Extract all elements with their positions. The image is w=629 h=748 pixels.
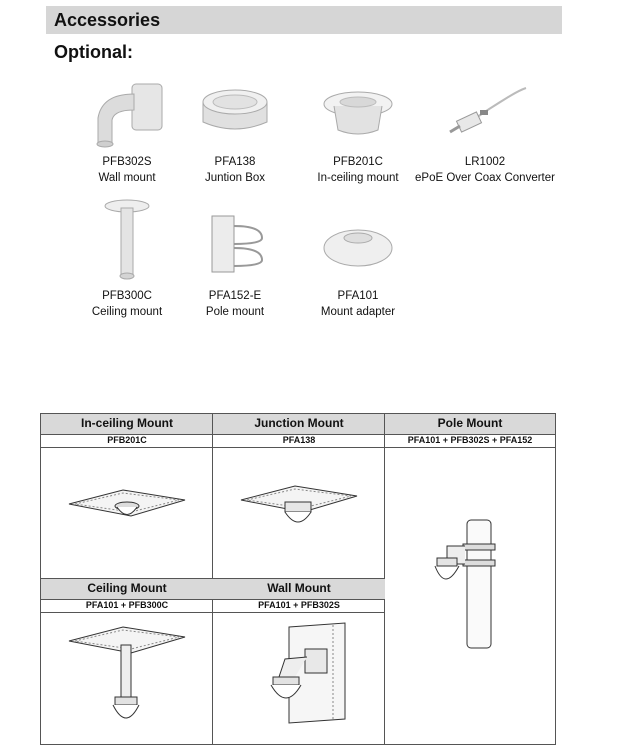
accessory-model: PFA138: [214, 156, 256, 168]
section-header: [46, 6, 562, 34]
ceiling-cell: [41, 579, 213, 744]
accessory-desc: Juntion Box: [204, 172, 266, 184]
junction-code: PFA138: [213, 434, 385, 448]
pole-mount-icon: [200, 208, 270, 282]
accessory-pfa101: [283, 212, 433, 320]
accessory-model: LR1002: [464, 156, 506, 168]
section-title: Accessories: [54, 10, 161, 30]
junction-title: Junction Mount: [213, 414, 385, 435]
wall-cell: [213, 579, 385, 744]
wall-code: PFA101 + PFB302S: [213, 599, 385, 613]
accessory-desc: In-ceiling mount: [317, 172, 399, 184]
accessory-model: PFA152-E: [208, 290, 262, 302]
accessory-model: PFA101: [337, 290, 379, 302]
mount-table: [40, 413, 556, 745]
accessory-model: PFB302S: [102, 156, 152, 168]
accessory-desc: Pole mount: [205, 306, 265, 318]
accessory-desc: Ceiling mount: [91, 306, 163, 318]
ceiling-code: PFA101 + PFB300C: [41, 599, 213, 613]
accessory-desc: Mount adapter: [320, 306, 396, 318]
mount-adapter-icon: [318, 212, 398, 282]
accessory-desc: ePoE Over Coax Converter: [415, 172, 555, 184]
pole-code: PFA101 + PFB302S + PFA152: [385, 434, 555, 448]
junction-diagram-icon: [233, 480, 363, 536]
accessory-desc: Wall mount: [98, 172, 156, 184]
pole-diagram-icon: [425, 514, 525, 654]
wall-mount-icon: [82, 78, 172, 148]
ceiling-diagram-icon: [61, 619, 191, 739]
accessory-model: PFB201C: [333, 156, 383, 168]
in-ceiling-code: PFB201C: [41, 434, 213, 448]
pole-cell: [385, 414, 555, 744]
coax-converter-icon: [440, 78, 530, 148]
ceiling-title: Ceiling Mount: [41, 579, 213, 600]
accessory-lr1002: [410, 78, 560, 186]
wall-title: Wall Mount: [213, 579, 385, 600]
junction-cell: [213, 414, 385, 579]
junction-box-icon: [195, 78, 275, 148]
in-ceiling-mount-icon: [318, 78, 398, 148]
wall-diagram-icon: [249, 621, 359, 731]
pole-title: Pole Mount: [385, 414, 555, 435]
in-ceiling-title: In-ceiling Mount: [41, 414, 213, 435]
ceiling-mount-icon: [97, 196, 157, 282]
optional-subtitle: Optional:: [54, 42, 133, 62]
in-ceiling-cell: [41, 414, 213, 579]
in-ceiling-diagram-icon: [61, 482, 191, 532]
accessory-model: PFB300C: [102, 290, 152, 302]
